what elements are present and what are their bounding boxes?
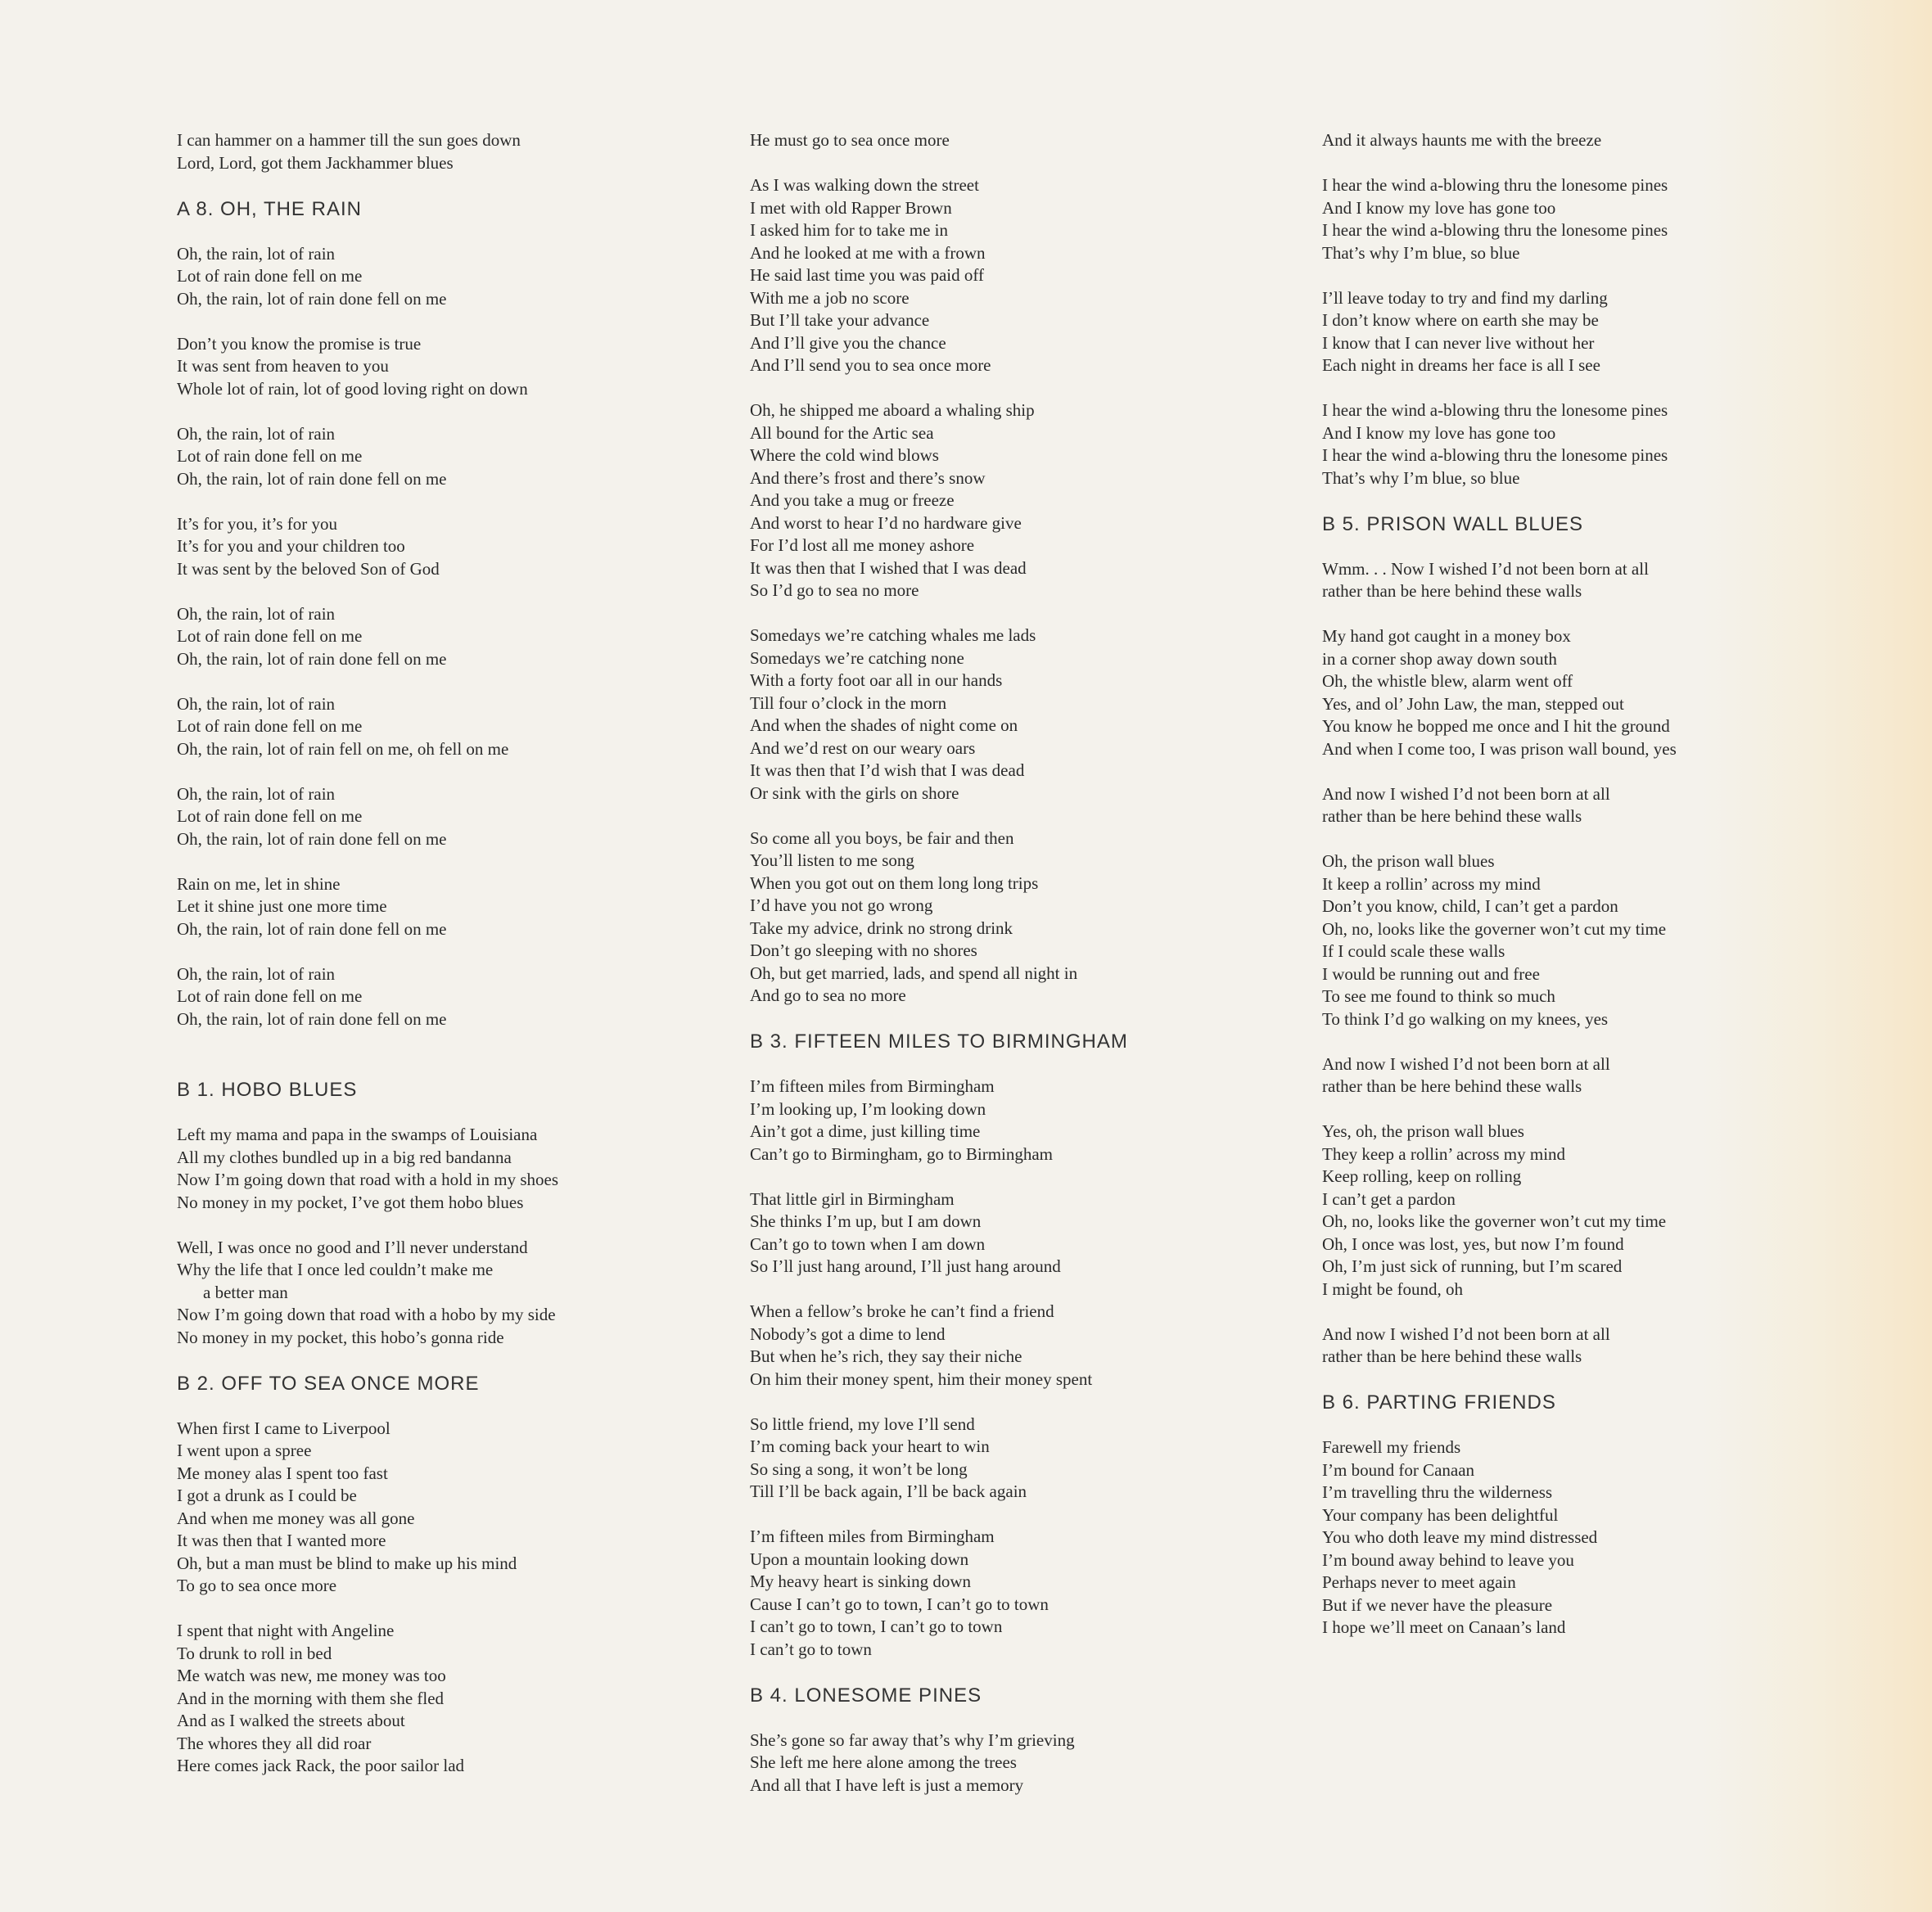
lyric-line: And you take a mug or freeze xyxy=(750,490,955,510)
lyric-line: Lot of rain done fell on me xyxy=(177,626,363,646)
lyric-line: To drunk to roll in bed xyxy=(177,1643,332,1663)
lyric-line: I’m bound away behind to leave you xyxy=(1322,1549,1574,1570)
lyric-line: And I know my love has gone too xyxy=(1322,197,1556,218)
stanza xyxy=(1322,129,1895,152)
stanza xyxy=(1322,174,1895,264)
lyric-line: Oh, the rain, lot of rain xyxy=(177,423,336,444)
song-heading: B 2. OFF TO SEA ONCE MORE xyxy=(177,1372,480,1395)
song-section xyxy=(1322,512,1895,1369)
lyric-line: No money in my pocket, this hobo’s gonna ride xyxy=(177,1327,504,1347)
lyric-line: Lot of rain done fell on me xyxy=(177,806,363,826)
lyric-line: I know that I can never live without her xyxy=(1322,332,1595,353)
lyric-line: Don’t you know, child, I can’t get a pardon xyxy=(1322,896,1618,916)
lyric-line: But if we never have the pleasure xyxy=(1322,1594,1553,1615)
lyric-line: Oh, the rain, lot of rain fell on me, oh fell on me xyxy=(177,738,509,759)
lyric-line: And when I come too, I was prison wall bound, yes xyxy=(1322,738,1677,759)
song-heading: B 4. LONESOME PINES xyxy=(750,1684,982,1707)
lyric-line: All bound for the Artic sea xyxy=(750,422,934,443)
lyric-line: It was sent by the beloved Son of God xyxy=(177,558,440,579)
stanza xyxy=(1322,625,1895,760)
stanza xyxy=(750,129,1307,152)
lyric-line: Oh, I’m just sick of running, but I’m scared xyxy=(1322,1256,1623,1276)
lyric-line: Somedays we’re catching none xyxy=(750,647,964,668)
lyric-line: And now I wished I’d not been born at all xyxy=(1322,1324,1610,1344)
lyric-line: And we’d rest on our weary oars xyxy=(750,737,976,758)
lyric-line: So little friend, my love I’ll send xyxy=(750,1414,975,1434)
lyric-line: Now I’m going down that road with a hold in my shoes xyxy=(177,1170,559,1189)
lyric-line: You’ll listen to me song xyxy=(750,850,914,870)
lyric-line: When a fellow’s broke he can’t find a friend xyxy=(750,1301,1054,1321)
lyric-line: I went upon a spree xyxy=(177,1441,312,1460)
lyric-line: I met with old Rapper Brown xyxy=(750,197,952,218)
lyric-line: Lot of rain done fell on me xyxy=(177,716,363,736)
lyric-line: I’m looking up, I’m looking down xyxy=(750,1098,986,1119)
stanza xyxy=(750,1526,1307,1661)
lyric-line: They keep a rollin’ across my mind xyxy=(1322,1143,1566,1164)
lyric-line: All my clothes bundled up in a big red bandanna xyxy=(177,1147,512,1167)
lyric-line: Oh, the rain, lot of rain xyxy=(177,243,336,264)
lyric-line: My heavy heart is sinking down xyxy=(750,1572,972,1591)
lyric-line: Till four o’clock in the morn xyxy=(750,692,947,713)
lyric-line: I asked him for to take me in xyxy=(750,220,949,240)
lyric-line: You know he bopped me once and I hit the ground xyxy=(1322,716,1670,736)
stanza xyxy=(177,513,734,581)
lyric-line: Where the cold wind blows xyxy=(750,445,939,465)
lyric-line: It’s for you and your children too xyxy=(177,536,405,556)
lyric-line: Lot of rain done fell on me xyxy=(177,986,363,1006)
lyric-line: He must go to sea once more xyxy=(750,130,950,150)
lyric-line: And I know my love has gone too xyxy=(1322,422,1556,443)
lyric-line: Why the life that I once led couldn’t make me xyxy=(177,1260,494,1279)
lyric-line: To see me found to think so much xyxy=(1322,986,1555,1006)
lyric-line: Oh, but get married, lads, and spend all night in xyxy=(750,963,1078,983)
lyric-line: And now I wished I’d not been born at all xyxy=(1322,783,1610,804)
lyric-line: Oh, the rain, lot of rain xyxy=(177,963,336,984)
lyric-line: To go to sea once more xyxy=(177,1576,337,1595)
stanza xyxy=(177,423,734,491)
lyric-line: Oh, no, looks like the governer won’t cut my time xyxy=(1322,918,1667,939)
lyric-line: And it always haunts me with the breeze xyxy=(1322,130,1602,150)
lyric-line: With me a job no score xyxy=(750,287,910,308)
lyric-line: I’m fifteen miles from Birmingham xyxy=(750,1076,995,1096)
lyrics-column-3 xyxy=(1322,129,1895,1662)
lyric-line: And he looked at me with a frown xyxy=(750,242,986,263)
lyric-line: When first I came to Liverpool xyxy=(177,1418,390,1438)
lyric-line: That’s why I’m blue, so blue xyxy=(1322,242,1520,263)
lyric-line: If I could scale these walls xyxy=(1322,941,1505,961)
stanza xyxy=(1322,558,1895,603)
lyric-line: Let it shine just one more time xyxy=(177,896,387,916)
lyric-line: No money in my pocket, I’ve got them hobo blues xyxy=(177,1192,524,1212)
lyric-line: Now I’m going down that road with a hobo by my side xyxy=(177,1305,556,1324)
lyric-line: Me money alas I spent too fast xyxy=(177,1463,388,1483)
lyric-line: Oh, he shipped me aboard a whaling ship xyxy=(750,400,1035,420)
lyric-line: She’s gone so far away that’s why I’m grieving xyxy=(750,1729,1075,1750)
lyric-line: Till I’ll be back again, I’ll be back again xyxy=(750,1481,1027,1501)
lyric-line: Rain on me, let in shine xyxy=(177,873,341,894)
lyric-line: I spent that night with Angeline xyxy=(177,1621,395,1640)
lyric-line: Oh, the whistle blew, alarm went off xyxy=(1322,671,1573,691)
lyric-line: I can hammer on a hammer till the sun goes down xyxy=(177,130,521,150)
lyric-line: So come all you boys, be fair and then xyxy=(750,827,1014,848)
stanza xyxy=(177,1124,734,1214)
lyric-line: Keep rolling, keep on rolling xyxy=(1322,1166,1522,1186)
lyric-line: And now I wished I’d not been born at all xyxy=(1322,1053,1610,1074)
lyric-line: I’d have you not go wrong xyxy=(750,895,933,915)
lyric-line: It keep a rollin’ across my mind xyxy=(1322,873,1541,894)
stanza xyxy=(177,1418,734,1598)
lyric-line: And I’ll send you to sea once more xyxy=(750,355,991,375)
lyric-line: Oh, no, looks like the governer won’t cut my time xyxy=(1322,1211,1667,1231)
song-heading: B 5. PRISON WALL BLUES xyxy=(1322,512,1583,535)
lyric-line: My hand got caught in a money box xyxy=(1322,626,1571,646)
stanza xyxy=(177,1237,734,1350)
stanza xyxy=(750,1076,1307,1166)
lyric-line: Perhaps never to meet again xyxy=(1322,1572,1516,1592)
lyric-line: And go to sea no more xyxy=(750,985,906,1005)
song-section xyxy=(1322,129,1895,489)
lyric-line: So I’ll just hang around, I’ll just hang around xyxy=(750,1256,1061,1276)
lyric-line: And there’s frost and there’s snow xyxy=(750,467,986,488)
lyric-line: rather than be here behind these walls xyxy=(1322,806,1582,826)
lyric-line: Your company has been delightful xyxy=(1322,1504,1559,1525)
lyric-line: I’m travelling thru the wilderness xyxy=(1322,1482,1553,1502)
lyric-line: Don’t you know the promise is true xyxy=(177,333,422,354)
lyric-line: Can’t go to Birmingham, go to Birmingham xyxy=(750,1143,1054,1164)
lyric-line: a better man xyxy=(203,1282,288,1302)
stanza xyxy=(177,603,734,671)
lyric-line: You who doth leave my mind distressed xyxy=(1322,1527,1598,1547)
stanza xyxy=(177,693,734,761)
song-section xyxy=(177,129,734,174)
lyric-line: I don’t know where on earth she may be xyxy=(1322,310,1599,330)
lyric-line: Farewell my friends xyxy=(1322,1437,1461,1457)
lyric-line: Lot of rain done fell on me xyxy=(177,446,363,466)
stanza xyxy=(750,625,1307,805)
lyric-line: It was then that I’d wish that I was dead xyxy=(750,760,1025,780)
lyric-line: It was then that I wished that I was dead xyxy=(750,557,1027,578)
lyric-line: Lord, Lord, got them Jackhammer blues xyxy=(177,152,454,173)
lyric-line: Whole lot of rain, lot of good loving right on down xyxy=(177,378,528,399)
lyric-line: So I’d go to sea no more xyxy=(750,580,919,600)
stanza xyxy=(1322,287,1895,377)
stanza xyxy=(750,1414,1307,1504)
lyric-line: I can’t go to town, I can’t go to town xyxy=(750,1617,1003,1636)
stanza xyxy=(177,873,734,941)
lyric-line: Oh, the rain, lot of rain done fell on me xyxy=(177,468,447,489)
lyric-line: Oh, the rain, lot of rain xyxy=(177,693,336,714)
lyric-line: rather than be here behind these walls xyxy=(1322,1076,1582,1096)
stanza xyxy=(1322,1436,1895,1639)
song-heading: B 6. PARTING FRIENDS xyxy=(1322,1391,1556,1414)
lyric-line: I’m bound for Canaan xyxy=(1322,1459,1475,1480)
lyric-line: It was then that I wanted more xyxy=(177,1531,386,1550)
lyric-line: To think I’d go walking on my knees, yes xyxy=(1322,1008,1609,1029)
stanza xyxy=(1322,783,1895,828)
lyric-line: Oh, I once was lost, yes, but now I’m found xyxy=(1322,1233,1624,1254)
lyric-line: For I’d lost all me money ashore xyxy=(750,535,975,555)
stanza xyxy=(1322,1324,1895,1369)
lyric-line: Can’t go to town when I am down xyxy=(750,1233,986,1254)
lyric-line: I would be running out and free xyxy=(1322,963,1540,984)
song-section xyxy=(177,1372,734,1778)
lyric-line: Cause I can’t go to town, I can’t go to town xyxy=(750,1594,1049,1614)
lyric-line: It’s for you, it’s for you xyxy=(177,513,337,534)
lyric-line: I got a drunk as I could be xyxy=(177,1486,357,1505)
lyric-line: On him their money spent, him their money spent xyxy=(750,1369,1093,1389)
lyric-line: As I was walking down the street xyxy=(750,175,979,195)
lyric-line: Take my advice, drink no strong drink xyxy=(750,918,1013,938)
stanza xyxy=(750,174,1307,377)
lyric-line: With a forty foot oar all in our hands xyxy=(750,670,1003,690)
lyric-line: Oh, the rain, lot of rain xyxy=(177,603,336,624)
lyric-line: Oh, the rain, lot of rain done fell on me xyxy=(177,1008,447,1029)
stanza xyxy=(1322,399,1895,489)
lyric-line: I’ll leave today to try and find my darling xyxy=(1322,287,1608,308)
lyric-line: That little girl in Birmingham xyxy=(750,1188,955,1209)
song-section xyxy=(177,1078,734,1349)
lyric-line: Wmm. . . Now I wished I’d not been born at all xyxy=(1322,558,1649,579)
lyric-line: Ain’t got a dime, just killing time xyxy=(750,1121,981,1141)
lyrics-column-2 xyxy=(750,129,1307,1820)
stanza xyxy=(177,243,734,311)
lyric-line: Don’t go sleeping with no shores xyxy=(750,940,977,960)
lyric-line: Left my mama and papa in the swamps of Louisiana xyxy=(177,1125,538,1144)
lyric-line: And as I walked the streets about xyxy=(177,1711,405,1730)
song-section xyxy=(750,1030,1307,1661)
lyric-line: When you got out on them long long trips xyxy=(750,873,1039,893)
lyric-line: The whores they all did roar xyxy=(177,1733,372,1753)
lyric-line: in a corner shop away down south xyxy=(1322,648,1557,669)
lyric-line: She thinks I’m up, but I am down xyxy=(750,1211,982,1231)
lyric-line: I hear the wind a-blowing thru the lonesome pines xyxy=(1322,175,1668,195)
lyrics-column-1 xyxy=(177,129,734,1800)
song-section xyxy=(750,129,1307,1008)
lyric-line: Oh, the rain, lot of rain xyxy=(177,783,336,804)
lyric-line: Lot of rain done fell on me xyxy=(177,266,363,286)
lyric-line: I can’t get a pardon xyxy=(1322,1188,1456,1209)
lyric-line: Somedays we’re catching whales me lads xyxy=(750,625,1036,645)
song-heading: A 8. OH, THE RAIN xyxy=(177,197,362,220)
lyric-line: Nobody’s got a dime to lend xyxy=(750,1324,946,1344)
lyric-line: And worst to hear I’d no hardware give xyxy=(750,512,1022,533)
lyric-line: It was sent from heaven to you xyxy=(177,356,389,376)
lyric-line: Or sink with the girls on shore xyxy=(750,782,959,803)
stanza xyxy=(750,1188,1307,1278)
song-heading: B 1. HOBO BLUES xyxy=(177,1079,358,1101)
lyric-line: Yes, oh, the prison wall blues xyxy=(1322,1121,1524,1141)
lyric-line: But I’ll take your advance xyxy=(750,310,930,330)
lyric-line: That’s why I’m blue, so blue xyxy=(1322,467,1520,488)
stanza xyxy=(750,827,1307,1008)
lyric-line: rather than be here behind these walls xyxy=(1322,1346,1582,1366)
lyric-line: Oh, the rain, lot of rain done fell on me xyxy=(177,288,447,309)
song-section xyxy=(177,197,734,1031)
lyric-line: Oh, but a man must be blind to make up his mind xyxy=(177,1553,517,1573)
stanza xyxy=(177,129,734,174)
stanza xyxy=(1322,1121,1895,1301)
lyric-line: I hear the wind a-blowing thru the lonesome pines xyxy=(1322,220,1668,240)
lyric-line: Yes, and ol’ John Law, the man, stepped out xyxy=(1322,693,1624,714)
stanza xyxy=(177,333,734,401)
lyric-line: Well, I was once no good and I’ll never understand xyxy=(177,1237,528,1257)
lyric-line: Oh, the rain, lot of rain done fell on me xyxy=(177,648,447,669)
lyric-line: I hear the wind a-blowing thru the lonesome pines xyxy=(1322,445,1668,465)
lyric-line: Each night in dreams her face is all I see xyxy=(1322,355,1600,375)
stanza xyxy=(750,1729,1307,1797)
stanza xyxy=(1322,850,1895,1030)
lyric-line: rather than be here behind these walls xyxy=(1322,581,1582,601)
lyric-line: But when he’s rich, they say their niche xyxy=(750,1346,1022,1366)
lyric-line: And when the shades of night come on xyxy=(750,715,1018,735)
lyric-line: And in the morning with them she fled xyxy=(177,1688,445,1708)
lyric-line: I hear the wind a-blowing thru the lonesome pines xyxy=(1322,400,1668,420)
lyric-line: Here comes jack Rack, the poor sailor lad xyxy=(177,1756,465,1775)
lyric-line: Oh, the prison wall blues xyxy=(1322,851,1495,871)
stanza xyxy=(1322,1053,1895,1098)
lyric-line: I hope we’ll meet on Canaan’s land xyxy=(1322,1617,1566,1637)
lyric-line: So sing a song, it won’t be long xyxy=(750,1459,968,1479)
lyric-line: Oh, the rain, lot of rain done fell on me xyxy=(177,828,447,849)
stanza xyxy=(750,1301,1307,1391)
stanza xyxy=(750,399,1307,602)
lyric-line: And when me money was all gone xyxy=(177,1508,415,1528)
lyric-line: And all that I have left is just a memory xyxy=(750,1774,1024,1795)
lyric-line: I’m fifteen miles from Birmingham xyxy=(750,1526,995,1546)
lyric-line: She left me here alone among the trees xyxy=(750,1752,1017,1772)
song-heading: B 3. FIFTEEN MILES TO BIRMINGHAM xyxy=(750,1030,1128,1053)
stanza xyxy=(177,783,734,851)
lyric-line: I can’t go to town xyxy=(750,1639,872,1659)
lyric-line: He said last time you was paid off xyxy=(750,265,984,285)
lyric-line: Upon a mountain looking down xyxy=(750,1549,969,1569)
song-section xyxy=(1322,1391,1895,1639)
stanza xyxy=(177,963,734,1031)
lyric-line: Me watch was new, me money was too xyxy=(177,1666,446,1685)
song-section xyxy=(750,1684,1307,1797)
lyric-line: And I’ll give you the chance xyxy=(750,332,946,353)
lyric-line: Oh, the rain, lot of rain done fell on me xyxy=(177,918,447,939)
lyric-line: I might be found, oh xyxy=(1322,1278,1464,1299)
lyric-line: I’m coming back your heart to win xyxy=(750,1436,990,1456)
stanza xyxy=(177,1620,734,1778)
